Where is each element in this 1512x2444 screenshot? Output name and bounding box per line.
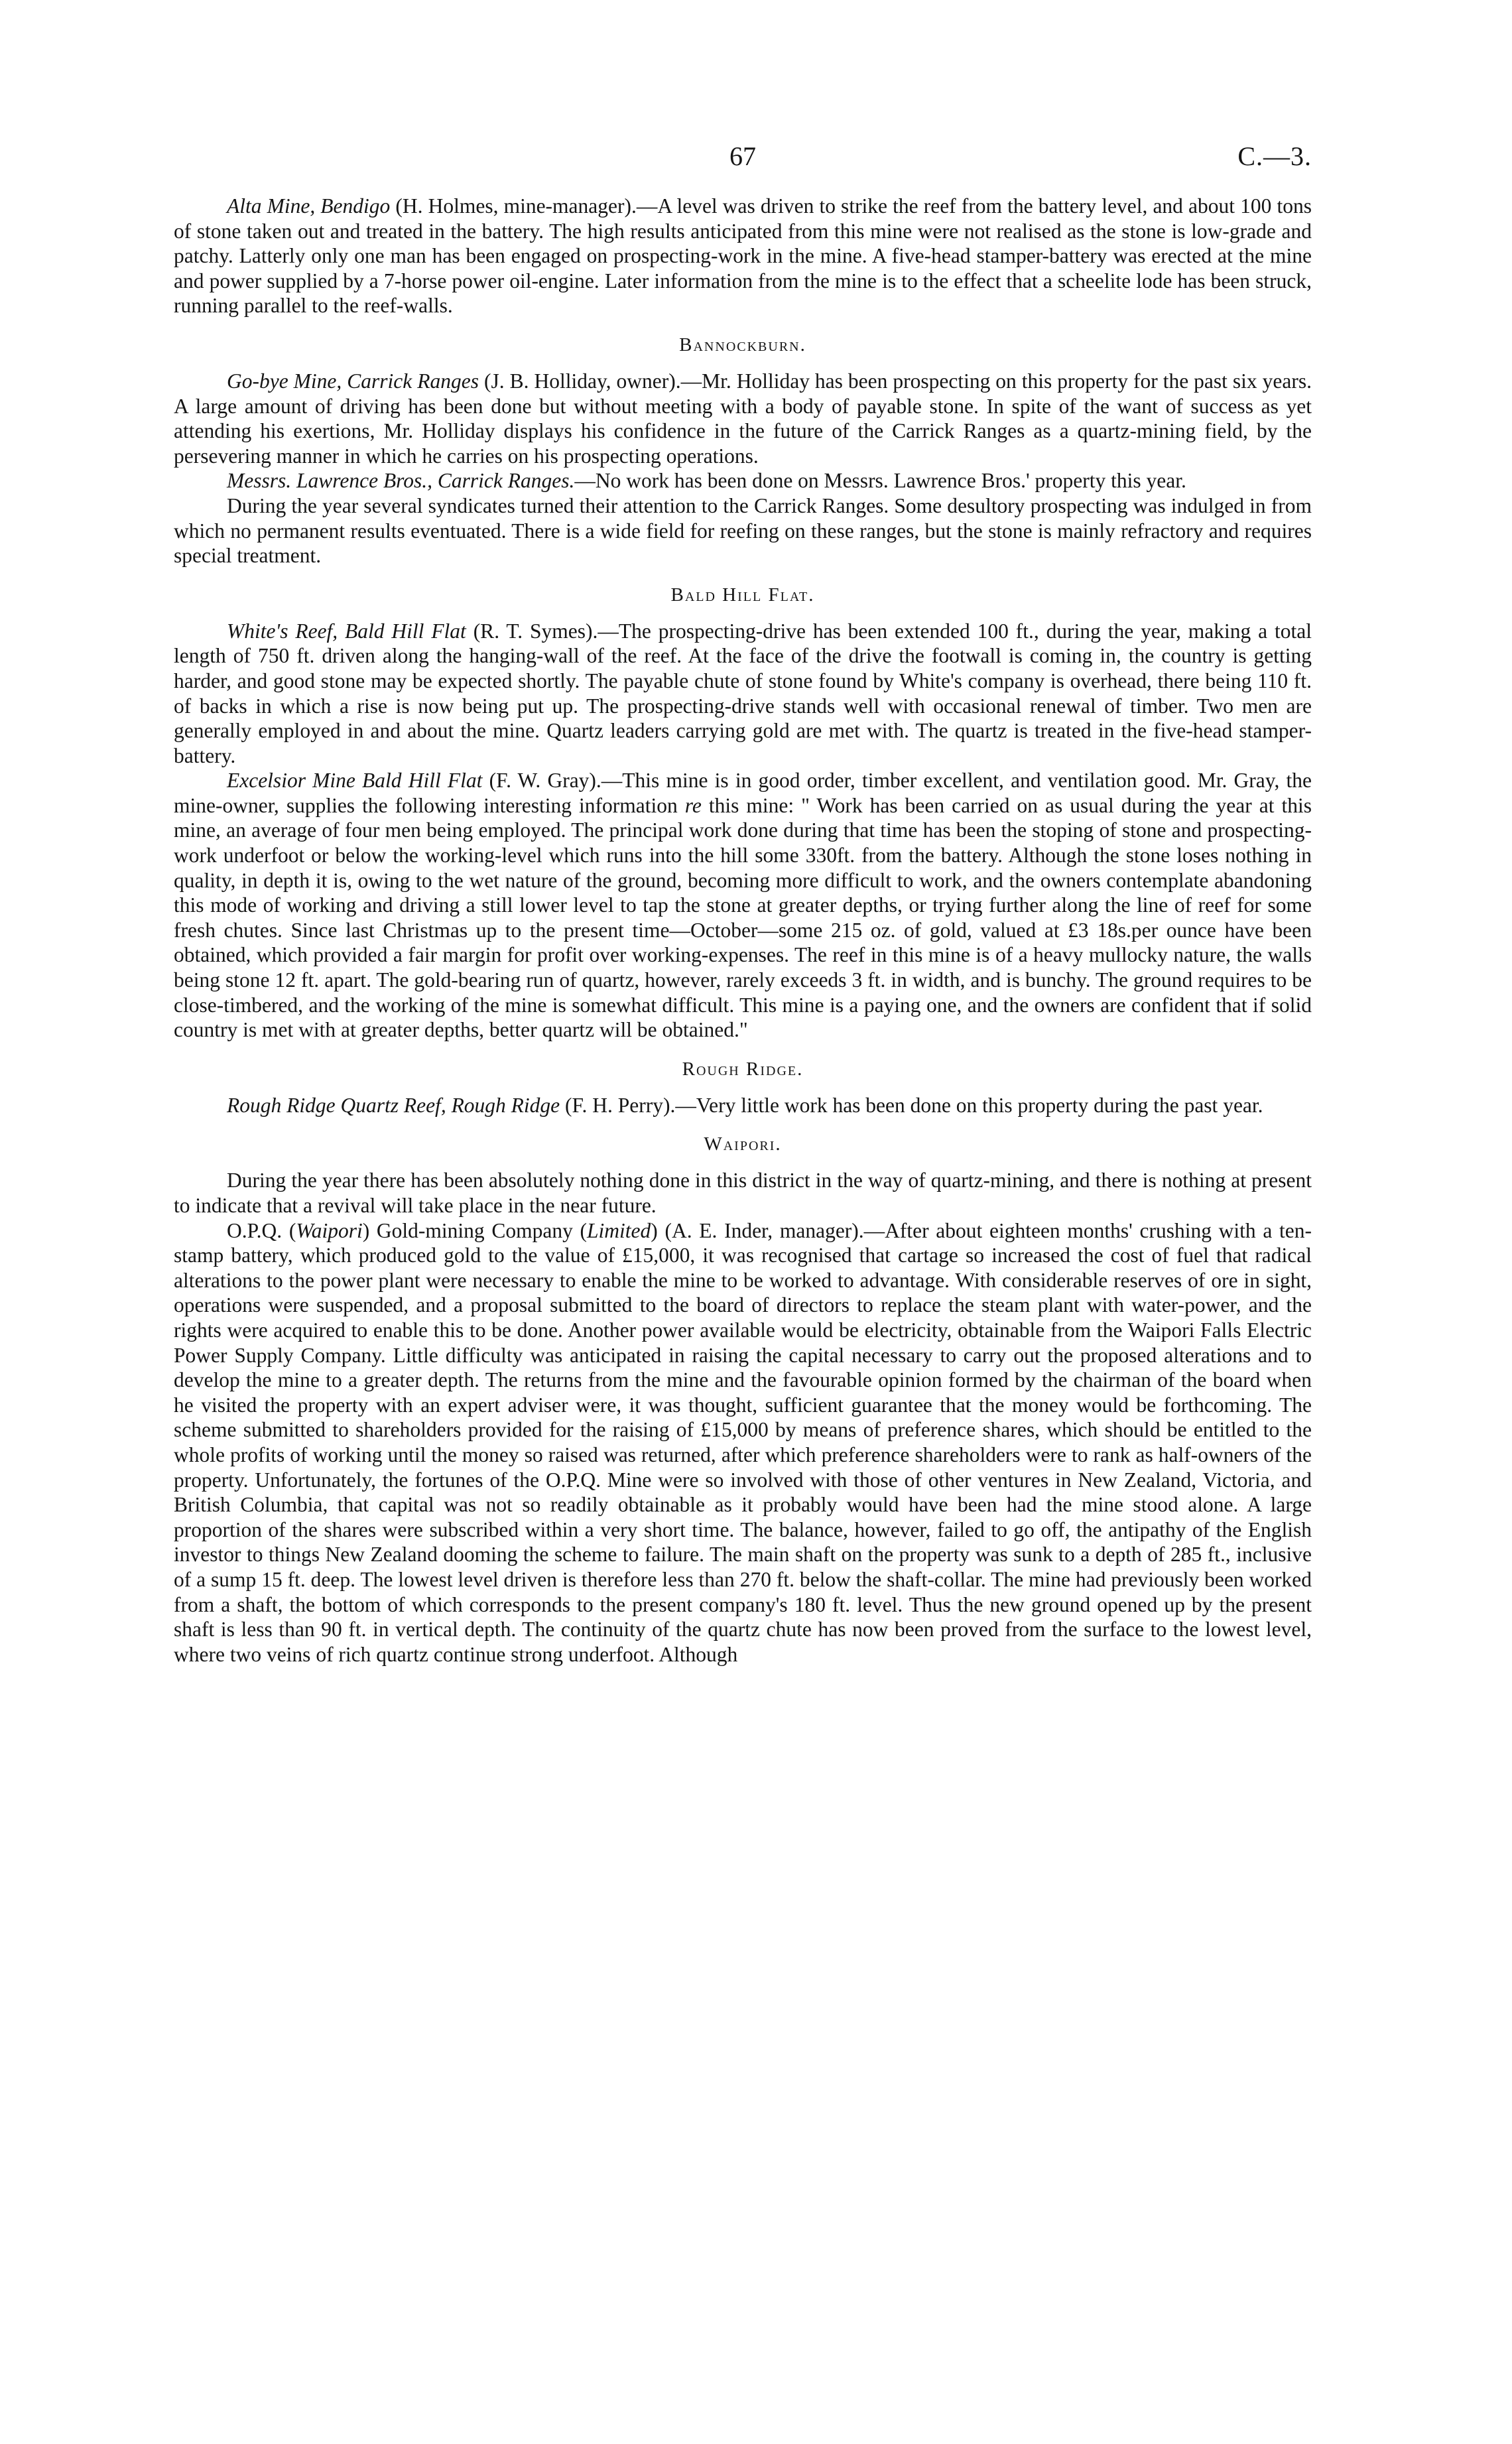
section-heading-rough-ridge: Rough Ridge. [682, 1058, 804, 1080]
alta-mine-paragraph [174, 194, 1312, 318]
opq-name-d: Limited [587, 1218, 651, 1242]
document-code: C.—3. [1237, 141, 1312, 171]
opq-name-e: ) [651, 1218, 658, 1242]
alta-mine-text: (H. Holmes, mine-manager).—A level was driven to strike the reef from the battery level, and about 100 tons of stone taken out and treated in the battery. The high results anticipated from this mine were not realised as the stone is low-grade and patchy. Latterly only one man has been engaged on prospecting-work in the mine. A five-head stamper-battery was erected at the mine and power supplied by a 7-horse power oil-engine. Later information from the mine is to the effect that a scheelite lode has been struck, running parallel to the reef-walls. [174, 194, 1312, 318]
section-heading-waipori: Waipori. [704, 1133, 782, 1155]
opq-name-a: O.P.Q. ( [227, 1218, 296, 1242]
lawrence-bros-paragraph [174, 468, 1312, 493]
waipori-intro-paragraph: During the year there has been absolutely nothing done in this district in the way of quartz-mining, and there is nothing at present to indicate that a revival will take place in the near future. [174, 1169, 1312, 1217]
opq-company-text: (A. E. Inder, manager).—After about eighteen months' crushing with a ten-stamp battery, which produced gold to the value of £15,000, it was recognised that cartage so increased the cost of fuel that radical alterations to the power plant were necessary to enable the mine to be worked to advantage. With considerable reserves of ore in sight, operations were suspended, and a proposal submitted to the board of directors to replace the steam plant with water-power, and the rights were acquired to enable this to be done. Another power available would be electricity, obtainable from the Waipori Falls Electric Power Supply Company. Little difficulty was anticipated in raising the capital necessary to carry out the proposed alterations and to develop the mine to a greater depth. The returns from the mine and the favourable opinion formed by the chairman of the board when he visited the property with an expert adviser were, it was thought, sufficient guarantee that the money would be forthcoming. The scheme submitted to shareholders provided for the raising of £15,000 by means of preference shares, which should be entitled to the whole profits of working until the money so raised was returned, after which preference shareholders were to rank as half-owners of the property. Unfortunately, the fortunes of the O.P.Q. Mine were so involved with those of other ventures in New Zealand, Victoria, and British Columbia, that capital was not so readily obtainable as it probably would have been had the mine stood alone. A large proportion of the shares were subscribed within a very short time. The balance, however, failed to go off, the antipathy of the English investor to things New Zealand dooming the scheme to failure. The main shaft on the property was sunk to a depth of 285 ft., inclusive of a sump 15 ft. deep. The lowest level driven is therefore less than 270 ft. below the shaft-collar. The mine had previously been worked from a shaft, the bottom of which corresponds to the present company's 180 ft. level. Thus the new ground opened up by the present shaft is less than 90 ft. in vertical depth. The continuity of the quartz chute has now been proved from the surface to the lowest level, where two veins of rich quartz continue strong underfoot. Although [174, 1218, 1312, 1666]
go-bye-mine-name: Go-bye Mine, Carrick Ranges [227, 369, 479, 393]
document-page [174, 141, 1312, 1667]
excelsior-re: re [684, 793, 702, 817]
lawrence-bros-name: Messrs. Lawrence Bros., Carrick Ranges. [227, 469, 575, 493]
rough-ridge-paragraph [174, 1093, 1312, 1118]
excelsior-mine-name: Excelsior Mine Bald Hill Flat [227, 769, 483, 793]
opq-name-c: ) Gold-mining Company ( [362, 1218, 588, 1242]
section-heading-bannockburn: Bannockburn. [679, 334, 806, 355]
whites-reef-name: White's Reef, Bald Hill Flat [227, 619, 466, 643]
excelsior-mine-text-a: (F. W. Gray).—This mine is in good order, timber excellent, and ventilation good. Mr. Gray, the mine-owner, supplies the following interesting information [174, 769, 1312, 817]
go-bye-mine-paragraph [174, 369, 1312, 468]
go-bye-mine-text: (J. B. Holliday, owner).—Mr. Holliday has been prospecting on this property for the past six years. A large amount of driving has been done but without meeting with a body of payable stone. In spite of the want of success as yet attending his exertions, Mr. Holliday displays his confidence in the future of the Carrick Ranges as a quartz-mining field, by the persevering manner in which he carries on his prospecting operations. [174, 369, 1312, 468]
rough-ridge-text: (F. H. Perry).—Very little work has been done on this property during the past year. [560, 1093, 1263, 1117]
page-header [174, 141, 1312, 194]
page-number: 67 [729, 141, 756, 171]
syndicates-paragraph: During the year several syndicates turned their attention to the Carrick Ranges. Some desultory prospecting was indulged in from which no permanent results eventuated. There is a wide field for reefing on these ranges, but the stone is mainly refractory and requires special treatment. [174, 493, 1312, 568]
excelsior-mine-paragraph [174, 768, 1312, 1043]
opq-company-paragraph [174, 1218, 1312, 1667]
lawrence-bros-text: —No work has been done on Messrs. Lawrence Bros.' property this year. [574, 469, 1186, 493]
whites-reef-text: (R. T. Symes).—The prospecting-drive has been extended 100 ft., during the year, making a total length of 750 ft. driven along the hanging-wall of the reef. At the face of the drive the footwall is coming in, the country is getting harder, and good stone may be expected shortly. The payable chute of stone found by White's company is overhead, there being 110 ft. of backs in which a rise is now being put up. The prospecting-drive stands well with occasional renewal of timber. Two men are generally employed in and about the mine. Quartz leaders carrying gold are met with. The quartz is treated in the five-head stamper-battery. [174, 619, 1312, 767]
section-heading-bald-hill-flat: Bald Hill Flat. [670, 584, 815, 606]
rough-ridge-name: Rough Ridge Quartz Reef, Rough Ridge [227, 1093, 560, 1117]
alta-mine-name: Alta Mine, Bendigo [227, 194, 391, 218]
whites-reef-paragraph [174, 619, 1312, 769]
opq-name-b: Waipori [296, 1218, 363, 1242]
excelsior-mine-text-b: this mine: " Work has been carried on as usual during the year at this mine, an average of four men being employed. The principal work done during that time has been the stoping of stone and prospecting-work underfoot or below the working-level which runs into the hill some 330ft. from the battery. Although the stone loses nothing in quality, in depth it is, owing to the wet nature of the ground, becoming more difficult to work, and the owners contemplate abandoning this mode of working and driving a still lower level to tap the stone at greater depths, or trying further along the line of reef for some fresh chutes. Since last Christmas up to the present time—October—some 215 oz. of gold, valued at £3 18s.per ounce have been obtained, which provided a fair margin for profit over working-expenses. The reef in this mine is of a heavy mullocky nature, the walls being stone 12 ft. apart. The gold-bearing run of quartz, however, rarely exceeds 3 ft. in width, and is bunchy. The ground requires to be close-timbered, and the working of the mine is somewhat difficult. This mine is a paying one, and the owners are confident that if solid country is met with at greater depths, better quartz will be obtained." [174, 793, 1312, 1042]
